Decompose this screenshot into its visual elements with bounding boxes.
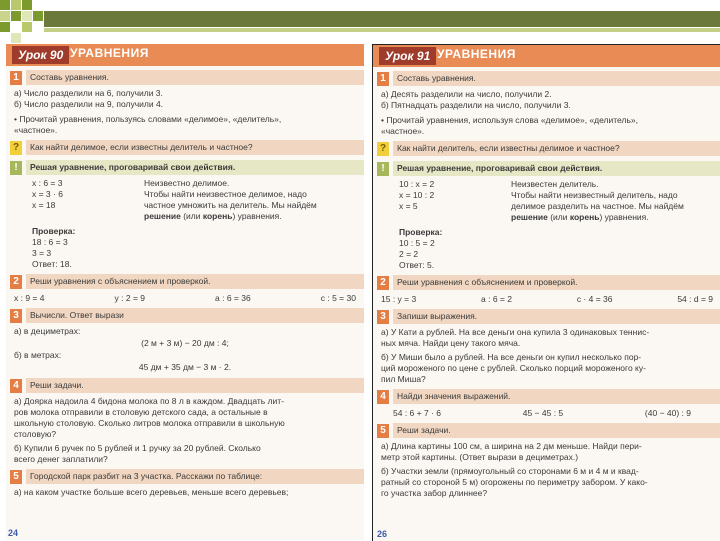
task-text: а) Число разделили на 6, получили 3. <box>14 88 163 98</box>
task-text: а) в дециметрах: <box>14 326 81 336</box>
task-5 <box>373 422 720 499</box>
equation: 54 : d = 9 <box>677 294 713 304</box>
task-number: 5 <box>10 470 22 484</box>
task-1 <box>6 69 364 136</box>
task-text: а) Доярка надоила 4 бидона молока по 8 л в каждом. Двадцать лит- <box>14 396 285 406</box>
equation-line: x : 6 = 3 <box>32 178 63 188</box>
rule-block <box>6 159 364 270</box>
lesson-topic: УРАВНЕНИЯ <box>70 46 149 60</box>
task-1 <box>373 70 720 137</box>
question-text: Как найти делимое, если известны делитель и частное? <box>26 140 364 155</box>
rule-title: Решая уравнение, проговаривай свои действия. <box>393 161 720 176</box>
answer-line: Ответ: 5. <box>399 260 435 270</box>
equation: 15 : y = 3 <box>381 294 417 304</box>
check-line: 3 = 3 <box>32 248 52 258</box>
question-text: Как найти делитель, если известны делимое и частное? <box>393 141 720 156</box>
task-4 <box>373 388 720 419</box>
question-icon: ? <box>10 141 22 155</box>
rule-text: (или <box>547 212 570 222</box>
rule-text: (или <box>180 211 203 221</box>
equation-line: 10 : x = 2 <box>399 179 435 189</box>
task-title: Реши уравнения с объяснением и проверкой. <box>393 275 720 290</box>
task-text: б) в метрах: <box>14 350 62 360</box>
task-text: столовую? <box>14 429 57 439</box>
lesson-header <box>373 45 720 67</box>
task-note: • Прочитай уравнения, пользуясь словами «делимое», «делитель», <box>14 114 282 124</box>
task-title: Реши уравнения с объяснением и проверкой. <box>26 274 364 289</box>
task-number: 2 <box>10 275 22 289</box>
task-title: Вычисли. Ответ вырази <box>26 308 364 323</box>
rule-keyword: решение <box>144 211 181 221</box>
textbook-page-right <box>372 44 720 541</box>
rule-text: Чтобы найти неизвестное делимое, надо <box>144 189 307 199</box>
equation: c · 4 = 36 <box>576 294 613 304</box>
task-number: 1 <box>377 72 389 86</box>
expression: 45 дм + 35 дм − 3 м · 2. <box>138 362 232 372</box>
answer-line: Ответ: 18. <box>32 259 72 269</box>
task-3 <box>373 308 720 385</box>
decorative-mosaic <box>0 0 44 44</box>
task-text: школьную столовую. Сколько литров молока отправили в школьную <box>14 418 285 428</box>
task-title: Реши задачи. <box>393 423 720 438</box>
task-number: 1 <box>10 71 22 85</box>
rule-title: Решая уравнение, проговаривай свои действия. <box>26 160 364 175</box>
textbook-page-left <box>6 44 364 540</box>
equation: a : 6 = 36 <box>215 293 251 303</box>
title-accent-bar <box>44 11 720 27</box>
lesson-badge: Урок 90 <box>12 46 69 64</box>
check-line: 10 : 5 = 2 <box>399 238 435 248</box>
check-line: 18 : 6 = 3 <box>32 237 68 247</box>
equation-line: x = 5 <box>399 201 418 211</box>
task-text: б) У Миши было а рублей. На все деньги он купил несколько пор- <box>381 352 642 362</box>
task-2 <box>6 273 364 304</box>
question-block <box>373 140 720 157</box>
task-text: всего денег заплатили? <box>14 454 108 464</box>
check-line: 2 = 2 <box>399 249 419 259</box>
task-text: ров молока отправили в столовую детского сада, а остальные в <box>14 407 268 417</box>
task-text: а) на каком участке больше всего деревьев, меньше всего деревьев; <box>14 487 289 497</box>
title-accent-stripe <box>44 28 720 32</box>
task-number: 5 <box>377 424 389 438</box>
task-text: ратный со стороной 5 м) огорожены по периметру забором. У како- <box>381 477 648 487</box>
rule-text: Неизвестно делимое. <box>144 178 230 188</box>
equation-line: x = 18 <box>32 200 56 210</box>
check-label: Проверка: <box>399 227 443 237</box>
rule-text: частное умножить на делитель. Мы найдём <box>144 200 317 210</box>
task-number: 3 <box>377 310 389 324</box>
expression: (2 м + 3 м) − 20 дм : 4; <box>141 338 229 348</box>
task-number: 4 <box>377 390 389 404</box>
rule-text: ) уравнения. <box>232 211 282 221</box>
equation: c : 5 = 30 <box>320 293 356 303</box>
task-text: пил Миша? <box>381 374 426 384</box>
task-title: Составь уравнения. <box>26 70 364 85</box>
task-2 <box>373 274 720 305</box>
task-text: а) Десять разделили на число, получили 2. <box>381 89 552 99</box>
task-text: метр этой картины. (Ответ вырази в дециметрах.) <box>381 452 579 462</box>
equation: y : 2 = 9 <box>114 293 145 303</box>
check-label: Проверка: <box>32 226 76 236</box>
task-text: го участка забор длиннее? <box>381 488 488 498</box>
rule-keyword: корень <box>569 212 600 222</box>
task-text: а) У Кати а рублей. На все деньги она купила 3 одинаковых теннис- <box>381 327 650 337</box>
question-block <box>6 139 364 156</box>
expression: (40 − 40) : 9 <box>644 408 691 418</box>
rule-icon: ! <box>10 161 22 175</box>
rule-text: делимое разделить на частное. Мы найдём <box>511 201 684 211</box>
task-note: «частное». <box>14 125 58 135</box>
expression: 54 : 6 + 7 · 6 <box>393 408 441 418</box>
rule-icon: ! <box>377 162 389 176</box>
task-5 <box>6 468 364 498</box>
task-text: ций мороженого по цене с рублей. Сколько порций мороженого ку- <box>381 363 646 373</box>
task-title: Составь уравнения. <box>393 71 720 86</box>
equation-line: x = 10 : 2 <box>399 190 435 200</box>
lesson-badge: Урок 91 <box>379 47 436 65</box>
rule-text: ) уравнения. <box>599 212 649 222</box>
rule-block <box>373 160 720 271</box>
task-text: а) Длина картины 100 см, а ширина на 2 дм меньше. Найди пери- <box>381 441 642 451</box>
task-title: Реши задачи. <box>26 378 364 393</box>
task-number: 4 <box>10 379 22 393</box>
task-title: Запиши выражения. <box>393 309 720 324</box>
task-text: б) Число разделили на 9, получили 4. <box>14 99 164 109</box>
task-text: б) Купили 6 ручек по 5 рублей и 1 ручку за 20 рублей. Сколько <box>14 443 261 453</box>
task-text: б) Пятнадцать разделили на число, получили 3. <box>381 100 571 110</box>
task-title: Городской парк разбит на 3 участка. Расскажи по таблице: <box>26 469 364 484</box>
equation: a : 6 = 2 <box>481 294 512 304</box>
equation-line: x = 3 · 6 <box>32 189 63 199</box>
rule-text: Неизвестен делитель. <box>511 179 599 189</box>
task-note: • Прочитай уравнения, используя слова «делимое», «делитель», <box>381 115 638 125</box>
task-3 <box>6 307 364 374</box>
rule-text: Чтобы найти неизвестный делитель, надо <box>511 190 678 200</box>
task-text: ных мяча. Найди цену такого мяча. <box>381 338 521 348</box>
lesson-topic: УРАВНЕНИЯ <box>437 47 516 61</box>
lesson-header <box>6 44 364 66</box>
task-note: «частное». <box>381 126 425 136</box>
page-number: 24 <box>8 528 19 538</box>
question-icon: ? <box>377 142 389 156</box>
task-title: Найди значения выражений. <box>393 389 720 404</box>
task-number: 3 <box>10 309 22 323</box>
rule-keyword: решение <box>511 212 548 222</box>
task-text: б) Участки земли (прямоугольный со сторонами 6 м и 4 м и квад- <box>381 466 639 476</box>
equation: x : 9 = 4 <box>14 293 45 303</box>
task-4 <box>6 377 364 465</box>
page-number: 26 <box>377 529 388 539</box>
task-number: 2 <box>377 276 389 290</box>
rule-keyword: корень <box>202 211 233 221</box>
expression: 45 − 45 : 5 <box>522 408 564 418</box>
